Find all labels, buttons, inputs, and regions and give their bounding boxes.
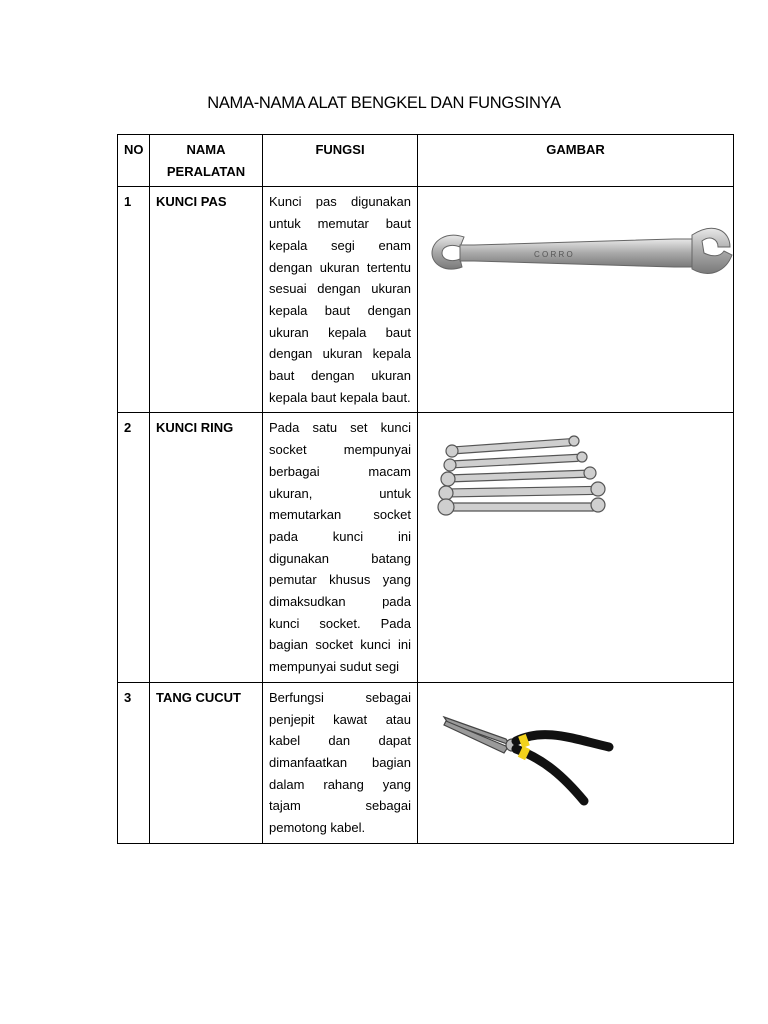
open-end-wrench-icon	[424, 191, 740, 351]
table-header-row	[118, 135, 734, 187]
tool-image-cell	[418, 682, 734, 843]
table-row	[118, 682, 734, 843]
row-number: 2	[118, 413, 150, 682]
header-gambar: GAMBAR	[418, 135, 734, 187]
row-number: 1	[118, 187, 150, 413]
header-no: NO	[118, 135, 150, 187]
tools-table	[117, 134, 734, 844]
ring-wrench-set-icon	[424, 417, 740, 537]
tool-image-cell	[418, 187, 734, 413]
table-row	[118, 187, 734, 413]
tool-name: KUNCI RING	[150, 413, 263, 682]
tool-function: Pada satu set kunci socket mempunyai berbagai macam ukuran, untuk memutarkan socket pada kunci ini digunakan batang pemutar khusus yang dimaksudkan pada kunci socket. Pada bagian socket kunci ini mempunyai sudut segi	[263, 413, 418, 682]
tool-name: KUNCI PAS	[150, 187, 263, 413]
needle-nose-pliers-icon	[424, 687, 740, 817]
table-row	[118, 413, 734, 682]
header-nama: NAMA PERALATAN	[150, 135, 263, 187]
page-title: NAMA-NAMA ALAT BENGKEL DAN FUNGSINYA	[207, 94, 561, 112]
svg-text:C O R R O: C O R R O	[534, 250, 573, 260]
tool-image-cell	[418, 413, 734, 682]
row-number: 3	[118, 682, 150, 843]
tool-name: TANG CUCUT	[150, 682, 263, 843]
header-fungsi: FUNGSI	[263, 135, 418, 187]
tool-function: Berfungsi sebagai penjepit kawat atau kabel dan dapat dimanfaatkan bagian dalam rahang yang tajam sebagai pemotong kabel.	[263, 682, 418, 843]
tool-function: Kunci pas digunakan untuk memutar baut kepala segi enam dengan ukuran tertentu sesuai dengan ukuran kepala baut dengan ukuran kepala baut dengan ukuran kepala baut dengan ukuran kepala baut kepala baut.	[263, 187, 418, 413]
